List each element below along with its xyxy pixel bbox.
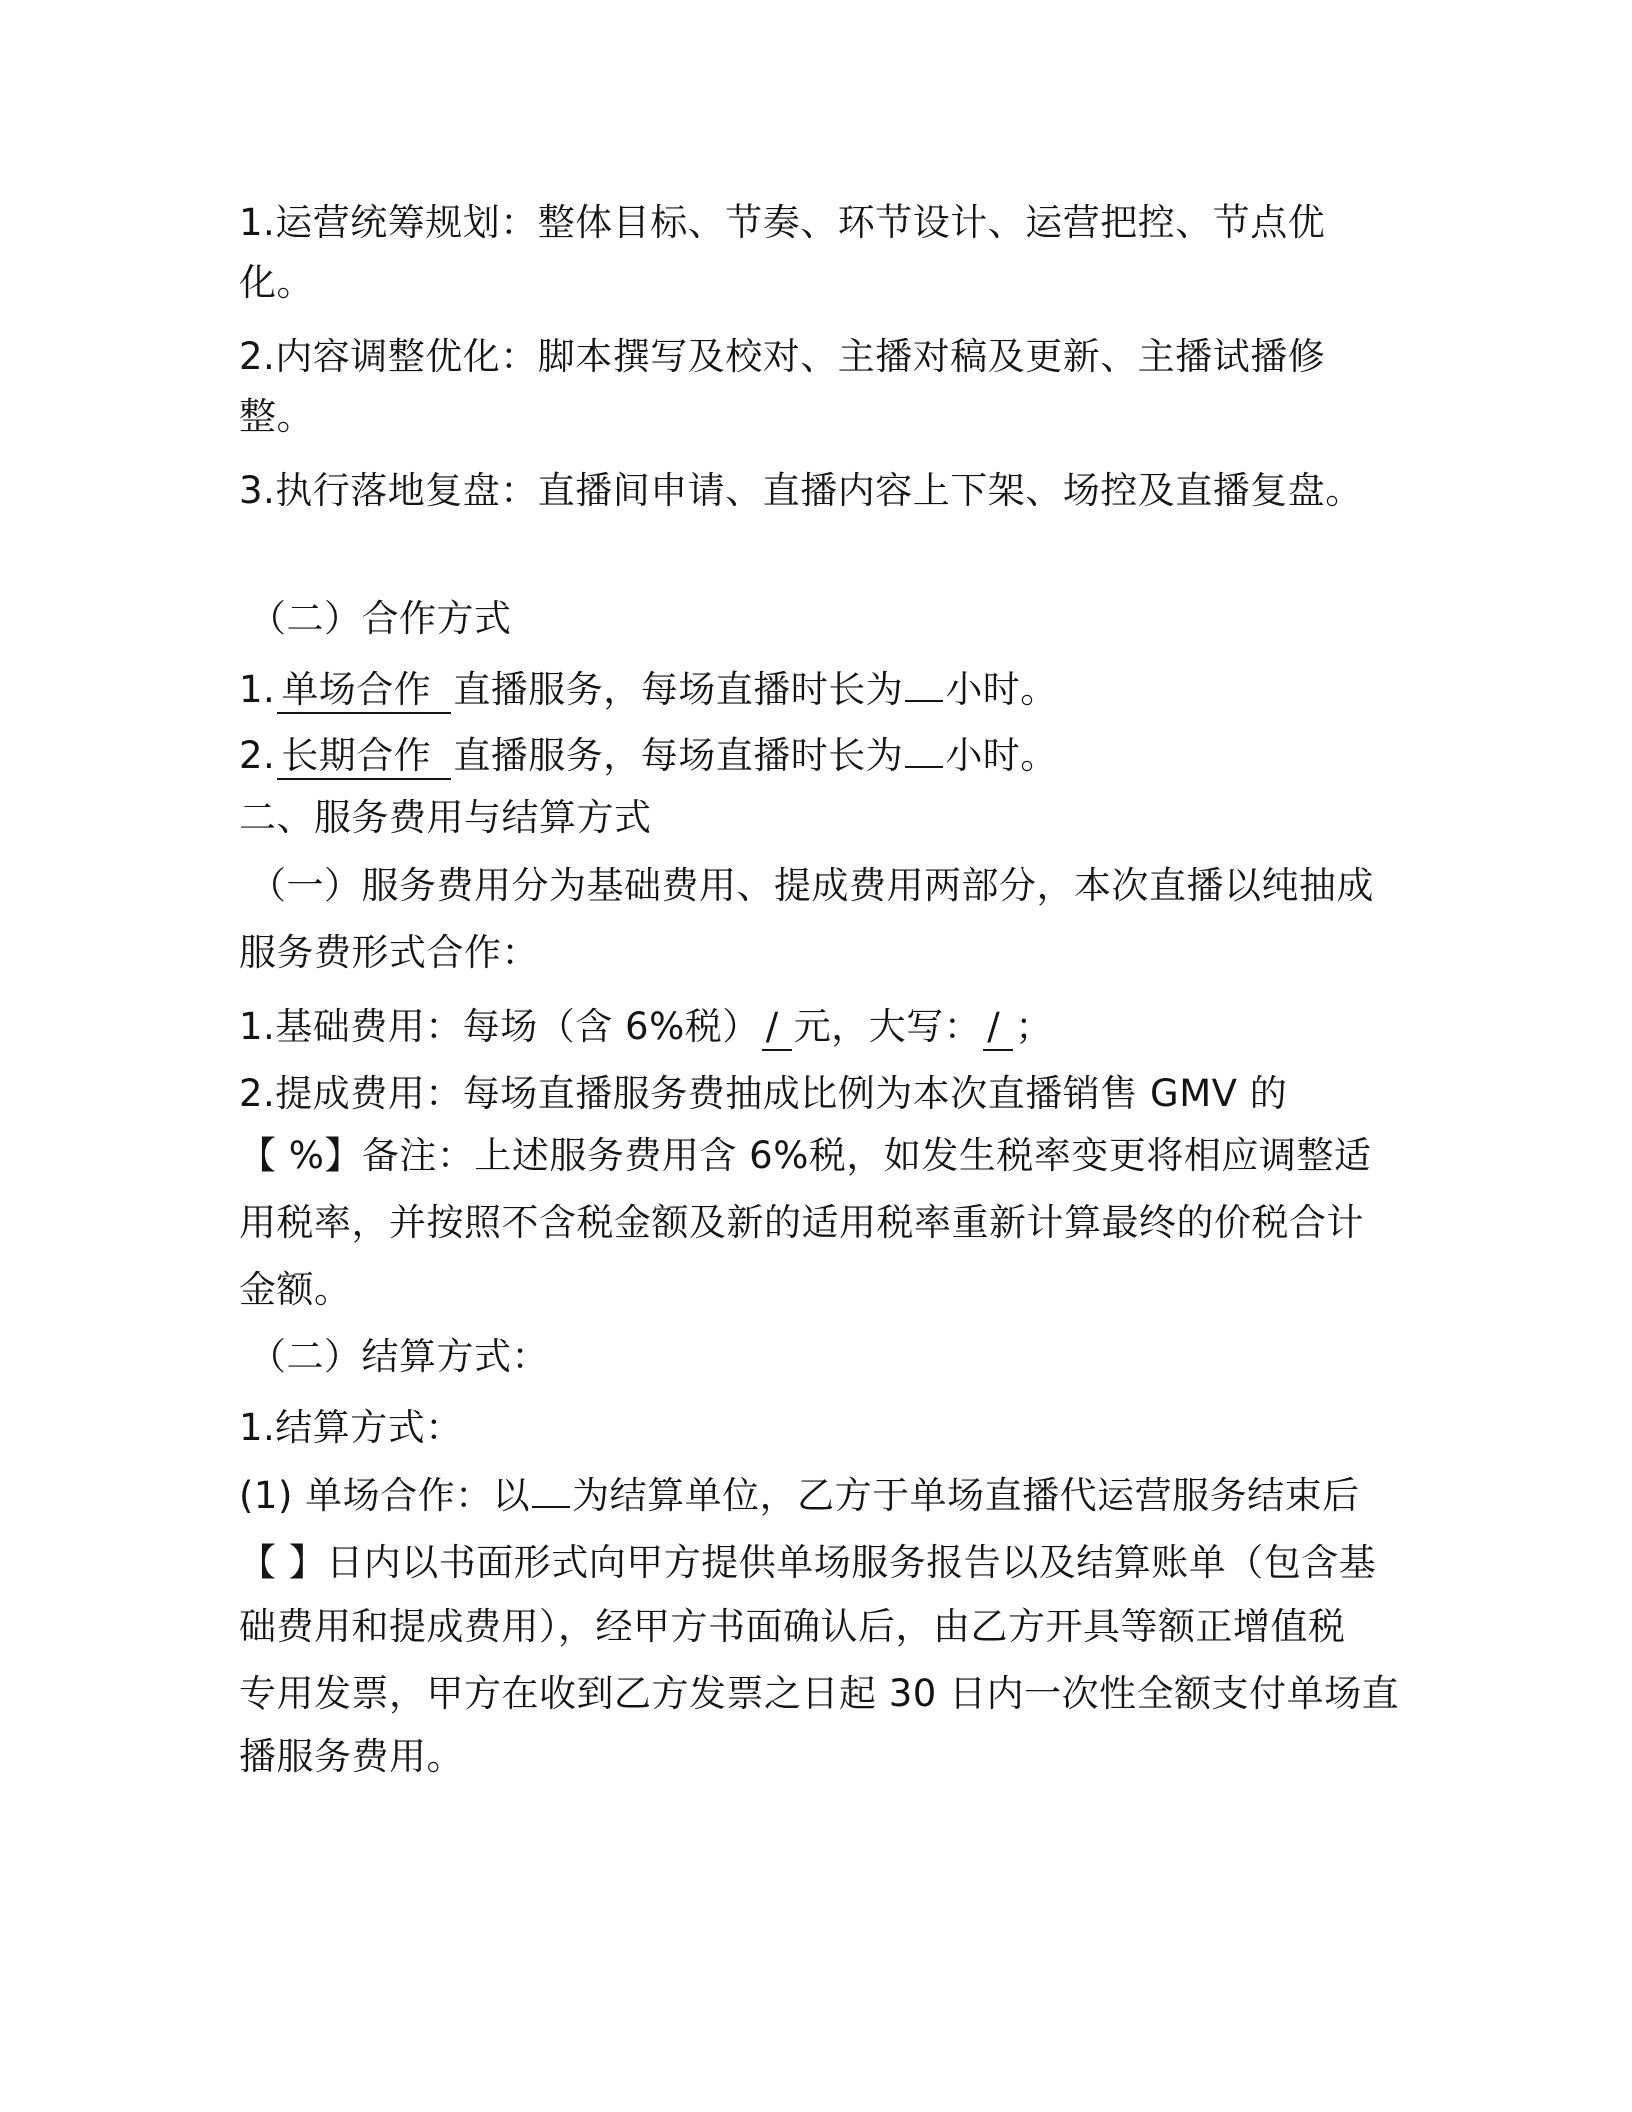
cooperation-item-1-suffix: 小时。 (945, 668, 1058, 711)
cooperation-item-2-middle: 直播服务，每场直播时长为 (453, 734, 904, 777)
hours-blank (905, 700, 943, 702)
cooperation-type-blank: 单场合作 (277, 668, 451, 714)
base-fee-suffix: ； (1015, 1005, 1053, 1048)
fee-capital-blank: / (983, 1005, 1013, 1051)
hours-blank (905, 766, 943, 768)
settlement-unit-blank (532, 1506, 570, 1508)
scope-item-3: 3.执行落地复盘：直播间申请、直播内容上下架、场控及直播复盘。 (239, 469, 1363, 512)
scope-item-2-line-2: 整。 (239, 395, 314, 438)
commission-line-2: 【 %】备注：上述服务费用含 6%税，如发生税率变更将相应调整适 (239, 1134, 1372, 1177)
fees-intro-line-2: 服务费形式合作： (239, 931, 539, 974)
settlement-line-4: 专用发票，甲方在收到乙方发票之日起 30 日内一次性全额支付单场直 (239, 1672, 1400, 1715)
fee-amount-blank: / (762, 1005, 792, 1051)
cooperation-item-2-prefix: 2. (239, 734, 276, 777)
fees-section-title: 二、服务费用与结算方式 (239, 796, 652, 839)
scope-item-1-line-2: 化。 (239, 261, 314, 304)
settlement-line-2: 【 】日内以书面形式向甲方提供单场服务报告以及结算账单（包含基 (239, 1541, 1377, 1584)
cooperation-heading: （二）合作方式 (249, 597, 512, 640)
cooperation-item-1 (239, 666, 1399, 714)
settlement-single-suffix: 为结算单位，乙方于单场直播代运营服务结束后 (572, 1474, 1360, 1517)
commission-line-3: 用税率，并按照不含税金额及新的适用税率重新计算最终的价税合计 (239, 1201, 1364, 1244)
cooperation-item-1-middle: 直播服务，每场直播时长为 (453, 668, 904, 711)
settlement-item-1: 1.结算方式： (239, 1406, 463, 1449)
scope-item-2-line-1: 2.内容调整优化：脚本撰写及校对、主播对稿及更新、主播试播修 (239, 335, 1326, 378)
fees-intro-line-1: （一）服务费用分为基础费用、提成费用两部分，本次直播以纯抽成 (249, 864, 1374, 907)
cooperation-type-blank: 长期合作 (277, 734, 451, 780)
base-fee-middle: 元，大写： (793, 1005, 982, 1048)
scope-item-1-line-1: 1.运营统筹规划：整体目标、节奏、环节设计、运营把控、节点优 (239, 201, 1326, 244)
base-fee-prefix: 1.基础费用：每场（含 6%税） (239, 1005, 760, 1048)
cooperation-item-1-prefix: 1. (239, 668, 276, 711)
base-fee-line (239, 1003, 1399, 1051)
cooperation-item-2-suffix: 小时。 (945, 734, 1058, 777)
settlement-single-prefix: (1) 单场合作：以 (239, 1474, 531, 1517)
settlement-line-5: 播服务费用。 (239, 1735, 464, 1778)
commission-line-1: 2.提成费用：每场直播服务费抽成比例为本次直播销售 GMV 的 (239, 1072, 1288, 1115)
settlement-line-3: 础费用和提成费用），经甲方书面确认后，由乙方开具等额正增值税 (239, 1605, 1346, 1648)
settlement-heading: （二）结算方式： (249, 1335, 549, 1378)
settlement-single-line (239, 1472, 1399, 1520)
cooperation-item-2 (239, 732, 1399, 780)
commission-line-4: 金额。 (239, 1268, 352, 1311)
